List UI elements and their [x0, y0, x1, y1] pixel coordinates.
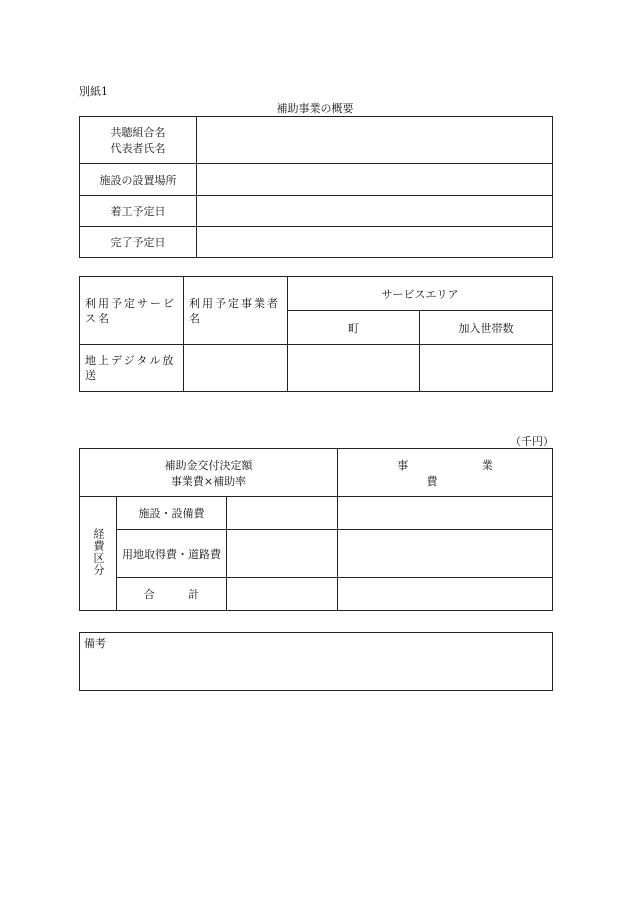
service-table — [79, 276, 553, 392]
households-header: 加入世帯数 — [420, 311, 553, 345]
total-cost-value[interactable] — [338, 578, 553, 611]
remarks-label: 備考 — [84, 637, 106, 650]
installation-location-value[interactable] — [197, 164, 553, 196]
representative-name-label: 代表者氏名 — [110, 142, 166, 155]
facility-decision-value[interactable] — [227, 497, 338, 530]
completion-date-label: 完了予定日 — [80, 227, 197, 258]
project-cost-label: 事 業 費 — [397, 458, 519, 488]
cooperative-value-cell[interactable] — [197, 117, 553, 164]
households-cell[interactable] — [420, 345, 553, 392]
operator-cell[interactable] — [184, 345, 288, 392]
land-road-decision-value[interactable] — [227, 530, 338, 578]
service-name-cell: 地上デジタル放送 — [80, 345, 184, 392]
remarks-box[interactable] — [79, 632, 553, 691]
service-area-header: サービスエリア — [288, 277, 553, 311]
land-road-cost-label: 用地取得費・道路費 — [117, 530, 227, 578]
cooperative-name-label: 共聴組合名 — [110, 126, 166, 139]
land-road-cost-value[interactable] — [338, 530, 553, 578]
page-title: 補助事業の概要 — [276, 102, 354, 115]
expense-category-cell — [80, 497, 117, 611]
facility-cost-label: 施設・設備費 — [117, 497, 227, 530]
grant-formula-label: 事業費×補助率 — [170, 474, 247, 488]
town-header: 町 — [288, 311, 420, 345]
cooperative-label-cell — [80, 117, 197, 164]
start-date-label: 着工予定日 — [80, 196, 197, 227]
grant-decision-header — [80, 449, 338, 497]
total-label-cell — [117, 578, 227, 611]
expense-category-label: 経費区分 — [92, 528, 105, 576]
unit-note: （千円） — [510, 435, 554, 448]
facility-cost-value[interactable] — [338, 497, 553, 530]
grant-decision-label: 補助金交付決定額 — [164, 458, 253, 472]
project-cost-header — [338, 449, 553, 497]
start-date-value[interactable] — [197, 196, 553, 227]
town-cell[interactable] — [288, 345, 420, 392]
installation-location-label: 施設の設置場所 — [80, 164, 197, 196]
project-info-table — [79, 116, 553, 258]
total-label: 合 計 — [143, 588, 200, 601]
completion-date-value[interactable] — [197, 227, 553, 258]
service-name-header: 利用予定サービス名 — [80, 277, 184, 345]
cost-table — [79, 448, 553, 611]
total-decision-value[interactable] — [227, 578, 338, 611]
operator-header: 利用予定事業者名 — [184, 277, 288, 345]
attachment-label: 別紙1 — [79, 85, 108, 98]
